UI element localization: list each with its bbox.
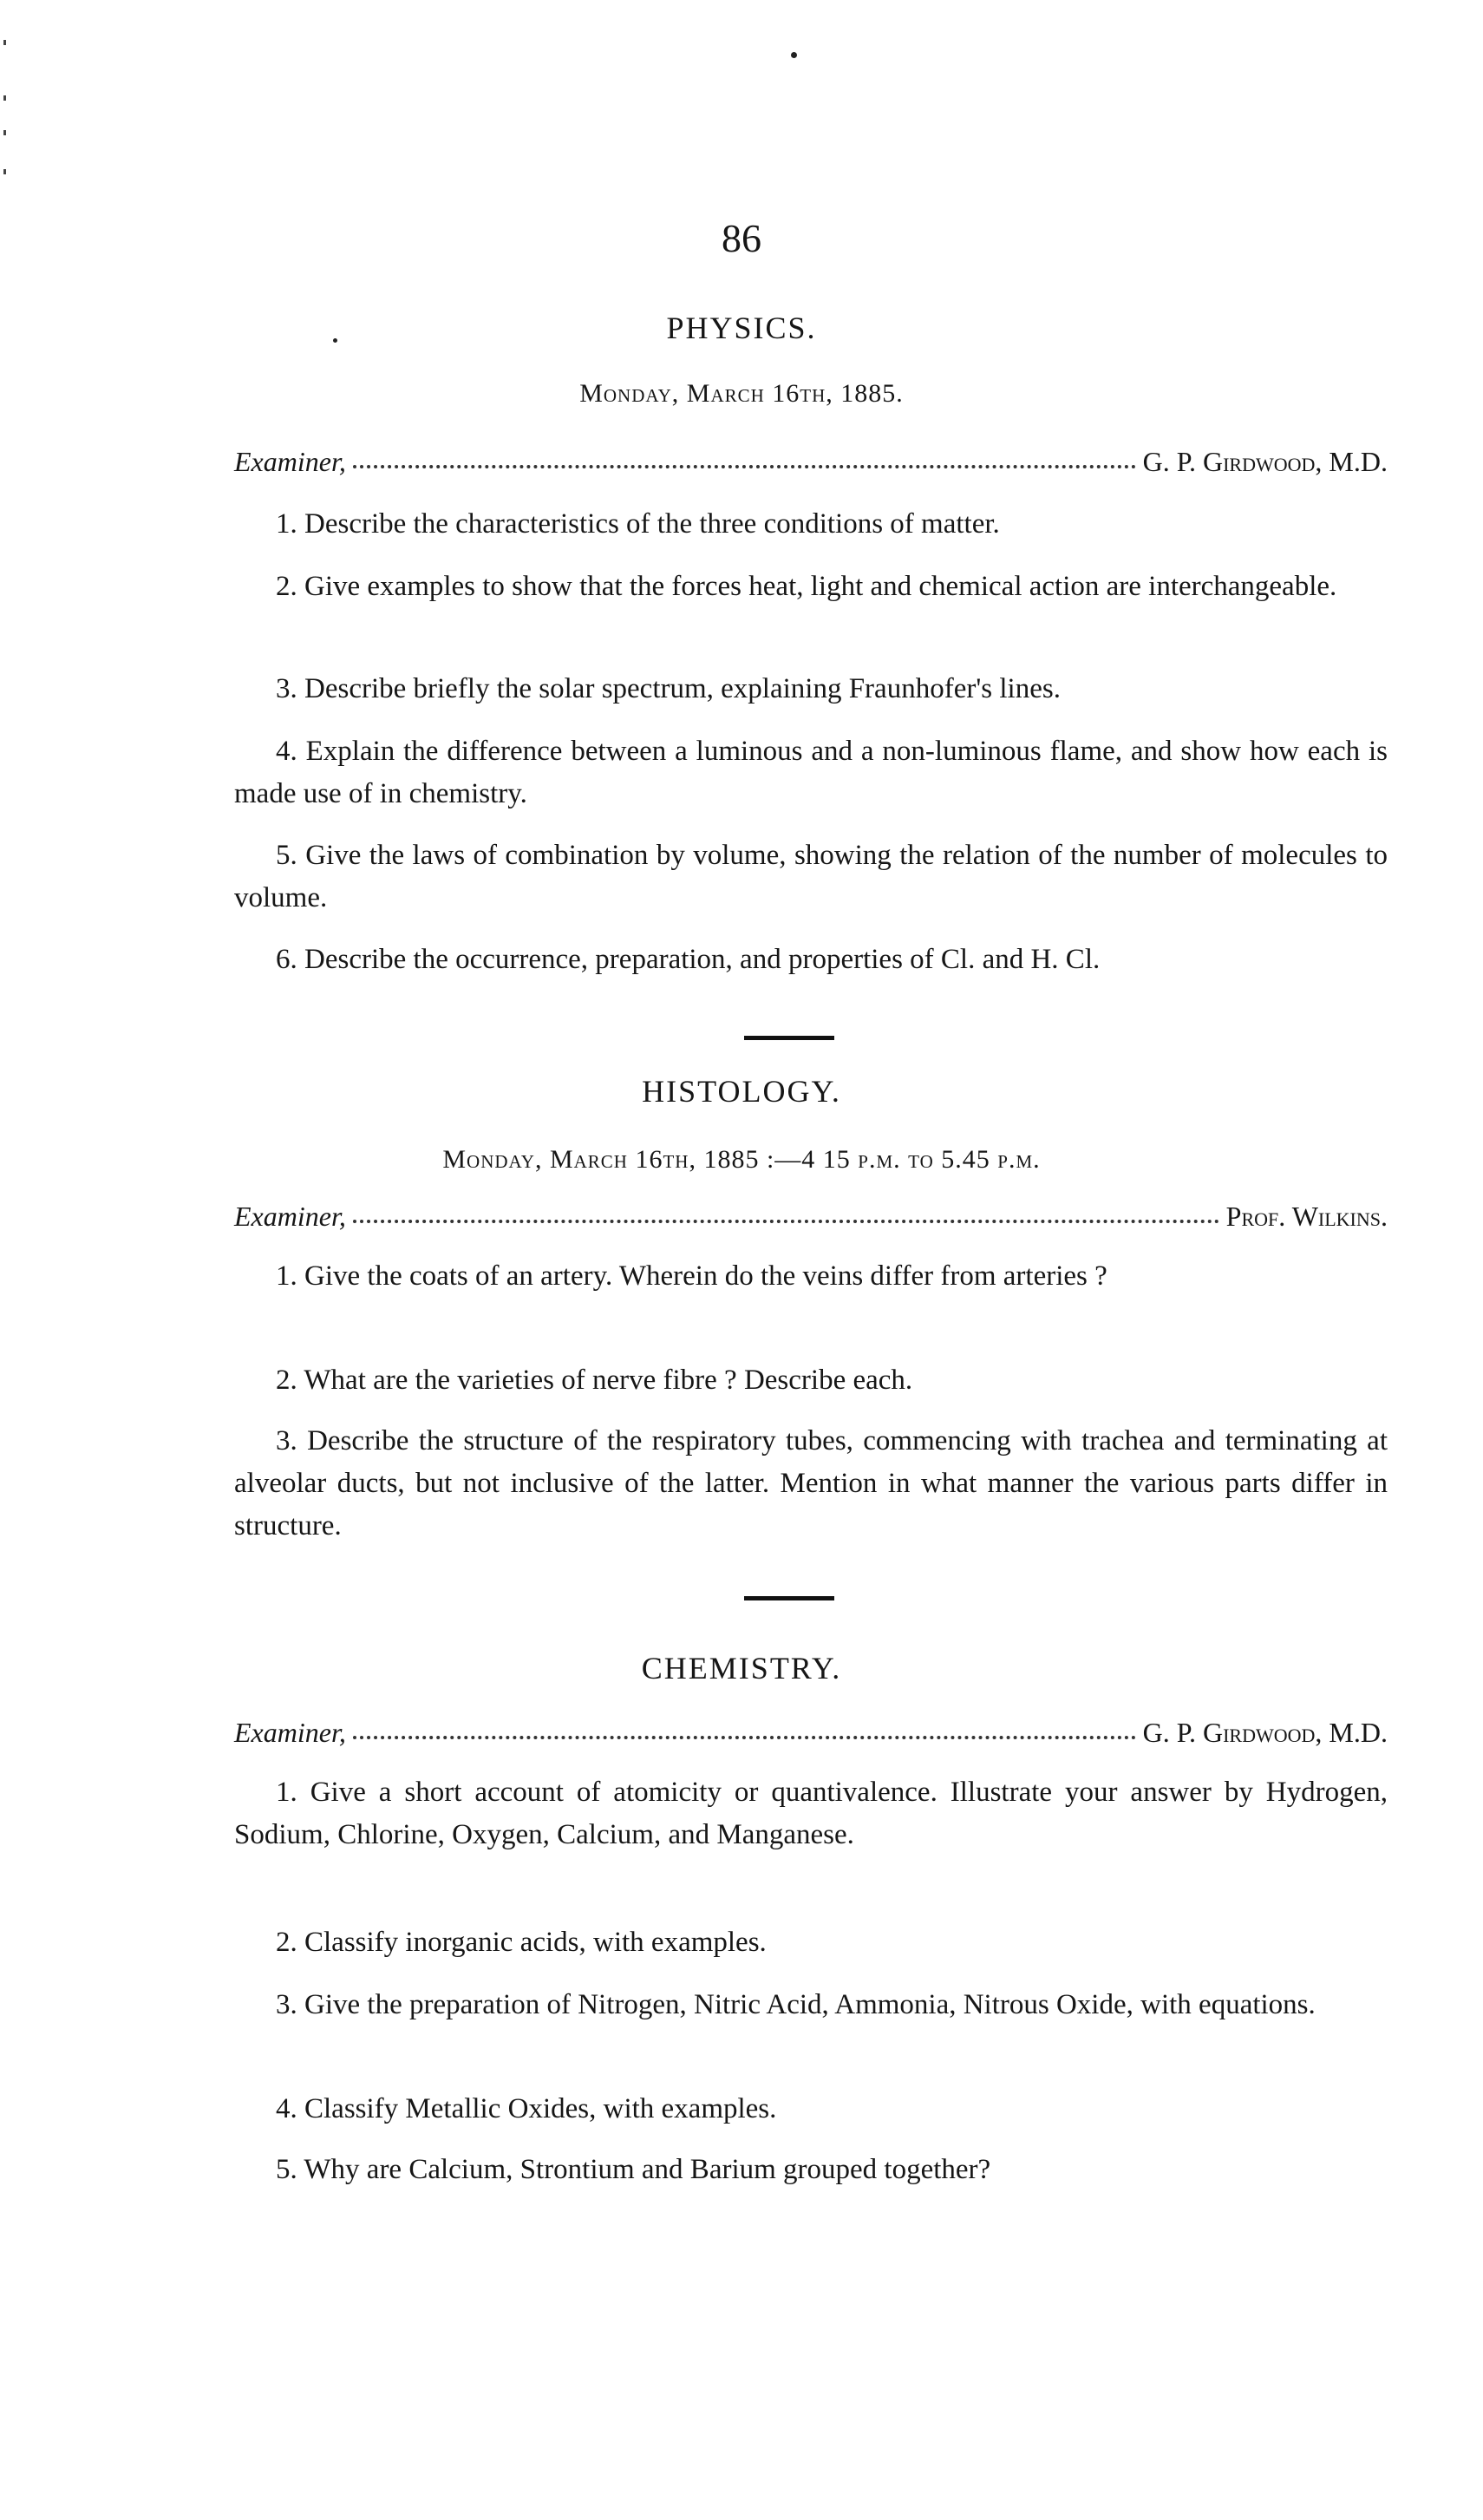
section-date-physics: Monday, March 16th, 1885. — [579, 379, 904, 408]
examiner-line-histology — [234, 1193, 1388, 1233]
section-title-histology: HISTOLOGY. — [642, 1074, 841, 1109]
section-date-histology: Monday, March 16th, 1885 :—4 15 p.m. to 5.45 p.m. — [442, 1145, 1041, 1174]
section-title-physics: PHYSICS. — [666, 311, 817, 345]
examiner-line-physics — [234, 438, 1388, 478]
question: 5. Give the laws of combination by volume, showing the relation of the number of molecules to volume. — [234, 840, 1388, 913]
margin-mark — [3, 95, 6, 101]
question: 1. Give the coats of an artery. Wherein do the veins differ from arteries ? — [276, 1260, 1107, 1292]
examiner-name: G. P. Girdwood, M.D. — [1142, 446, 1388, 477]
question: 2. What are the varieties of nerve fibre ? Describe each. — [276, 1365, 913, 1396]
section-divider — [744, 1596, 834, 1600]
examiner-name: Prof. Wilkins. — [1225, 1201, 1388, 1232]
examiner-label: Examiner, — [234, 446, 346, 477]
examiner-line-chemistry — [234, 1709, 1388, 1749]
question: 4. Classify Metallic Oxides, with examples. — [276, 2093, 777, 2124]
dot-leader — [353, 1220, 1219, 1223]
margin-mark — [3, 169, 6, 174]
examiner-name: G. P. Girdwood, M.D. — [1142, 1717, 1388, 1748]
question: 3. Describe the structure of the respiratory tubes, commencing with trachea and terminating at alveolar ducts, but not inclusive of the latter. Mention in what manner the various parts differ in structure. — [234, 1425, 1388, 1541]
question: 5. Why are Calcium, Strontium and Barium grouped together? — [276, 2154, 991, 2185]
speck-mark — [791, 52, 797, 58]
section-title-chemistry: CHEMISTRY. — [641, 1651, 842, 1685]
section-divider — [744, 1036, 834, 1040]
dot-leader — [353, 1736, 1136, 1739]
question: 2. Classify inorganic acids, with examples. — [276, 1927, 767, 1958]
question: 1. Describe the characteristics of the three conditions of matter. — [276, 508, 1000, 540]
question: 3. Describe briefly the solar spectrum, explaining Fraunhofer's lines. — [276, 673, 1061, 704]
question: 1. Give a short account of atomicity or quantivalence. Illustrate your answer by Hydrogen, Sodium, Chlorine, Oxygen, Calcium, and Manganese. — [234, 1777, 1388, 1850]
question: 2. Give examples to show that the forces heat, light and chemical action are interchangeable. — [276, 571, 1337, 602]
question: 3. Give the preparation of Nitrogen, Nitric Acid, Ammonia, Nitrous Oxide, with equations. — [276, 1989, 1316, 2020]
margin-mark — [3, 40, 6, 45]
question: 4. Explain the difference between a luminous and a non-luminous flame, and show how each is made use of in chemistry. — [234, 736, 1388, 809]
page-number: 86 — [722, 216, 761, 260]
question: 6. Describe the occurrence, preparation, and properties of Cl. and H. Cl. — [276, 944, 1101, 975]
margin-mark — [3, 130, 6, 135]
dot-leader — [353, 465, 1136, 468]
examiner-label: Examiner, — [234, 1201, 346, 1232]
examiner-label: Examiner, — [234, 1717, 346, 1748]
